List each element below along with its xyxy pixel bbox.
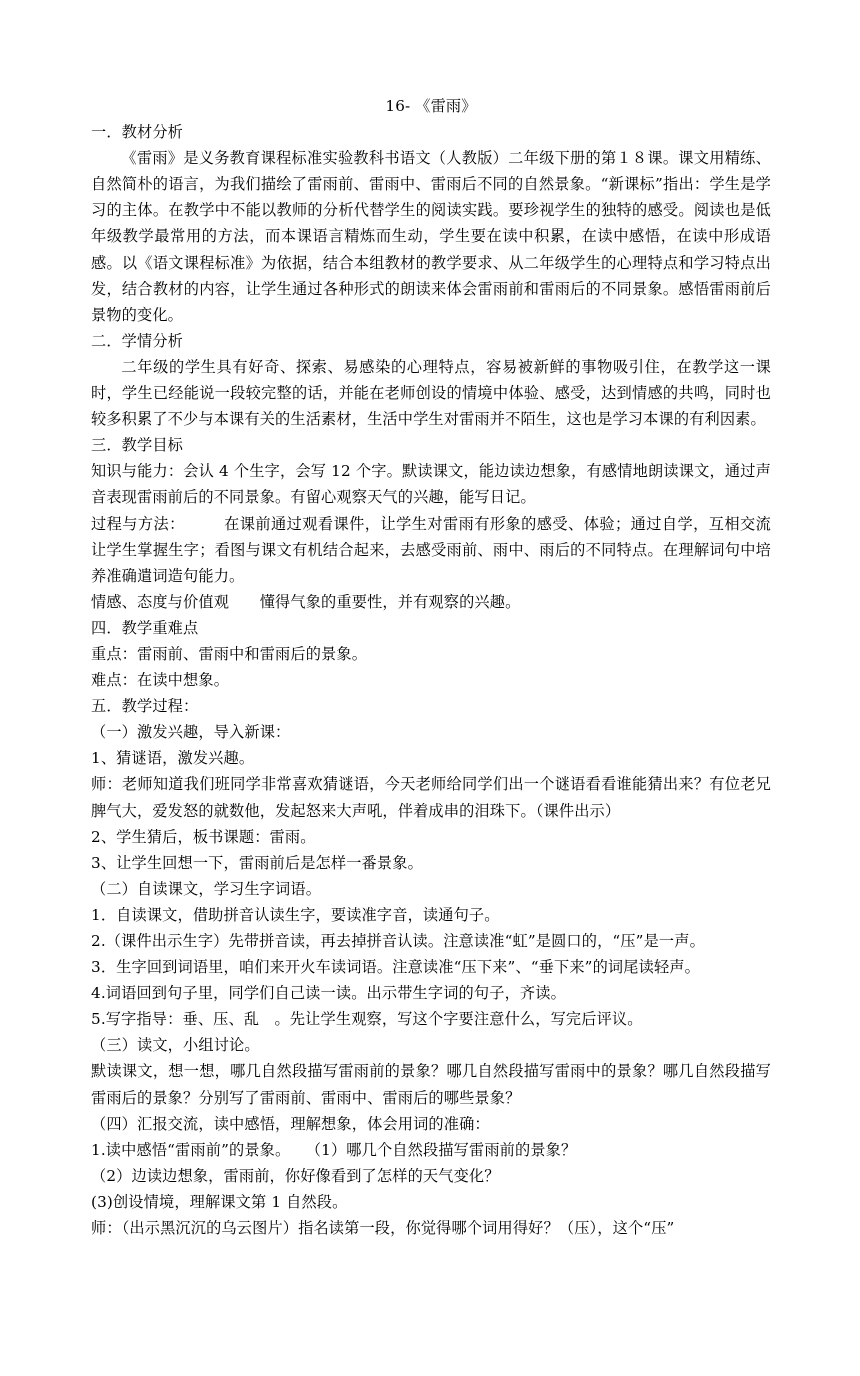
goal-process-method: 过程与方法： 在课前通过观看课件，让学生对雷雨有形象的感受、体验；通过自学，互相交流让学生掌握生字；看图与课文有机结合起来，去感受雨前、雨中、雨后的不同特点。在理解词句中培养准确遣词造句能力。 bbox=[91, 514, 771, 585]
process-step: 4.词语回到句子里，同学们自己读一读。出示带生字词的句子，齐读。 bbox=[91, 984, 566, 1003]
process-step: 3、让学生回想一下，雷雨前后是怎样一番景象。 bbox=[91, 853, 423, 872]
goal-knowledge-ability: 知识与能力：会认 4 个生字，会写 12 个字。默读课文，能边读边想象，有感情地朗读课文，通过声音表现雷雨前后的不同景象。有留心观察天气的兴趣，能写日记。 bbox=[91, 462, 771, 507]
difficult-point: 难点：在读中想象。 bbox=[91, 671, 230, 690]
process-step: 2.（课件出示生字）先带拼音读，再去掉拼音认读。注意读准“虹”是圆口的，“压”是一声。 bbox=[91, 932, 705, 950]
document-title: 16- 《雷雨》 bbox=[385, 97, 477, 115]
process-step: 默读课文，想一想，哪几自然段描写雷雨前的景象？哪几自然段描写雷雨中的景象？哪几自然段描写雷雨后的景象？分别写了雷雨前、雷雨中、雷雨后的哪些景象？ bbox=[91, 1062, 771, 1107]
teacher-dialogue: 师：（出示黑沉沉的乌云图片）指名读第一段，你觉得哪个词用得好？（压），这个“压” bbox=[91, 1219, 675, 1238]
process-step: 5.写字指导：垂、压、乱 。先让学生观察，写这个字要注意什么，写完后评议。 bbox=[91, 1010, 643, 1029]
process-step: 1．自读课文，借助拼音认读生字，要读准字音，读通句子。 bbox=[91, 905, 500, 924]
section-heading-teaching-process: 五．教学过程： bbox=[91, 697, 199, 716]
paragraph-textbook-analysis: 《雷雨》是义务教育课程标准实验教科书语文（人教版）二年级下册的第１８课。课文用精练、自然简朴的语言，为我们描绘了雷雨前、雷雨中、雷雨后不同的自然景象。“新课标”指出：学生是学习的主体。在教学中不能以教师的分析代替学生的阅读实践。要珍视学生的独特的感受。阅读也是低年级教学最常用的方法，而本课语言精炼而生动，学生要在读中积累，在读中感悟，在读中形成语感。以《语文课程标准》为依据，结合本组教材的教学要求、从二年级学生的心理特点和学习特点出发，结合教材的内容，让学生通过各种形式的朗读来体会雷雨前和雷雨后的不同景象。感悟雷雨前后景物的变化。 bbox=[91, 149, 771, 324]
paragraph-student-analysis: 二年级的学生具有好奇、探索、易感染的心理特点，容易被新鲜的事物吸引住，在教学这一课时，学生已经能说一段较完整的话，并能在老师创设的情境中体验、感受，达到情感的共鸣，同时也较多积累了不少与本课有关的生活素材，生活中学生对雷雨并不陌生，这也是学习本课的有利因素。 bbox=[91, 357, 771, 429]
subsection-heading-4: （四）汇报交流，读中感悟，理解想象，体会用词的准确： bbox=[91, 1114, 490, 1133]
subsection-heading-2: （二）自读课文，学习生字词语。 bbox=[91, 879, 322, 898]
process-step: (3)创设情境，理解课文第 1 自然段。 bbox=[91, 1192, 348, 1211]
process-step: 1.读中感悟“雷雨前”的景象。 （1）哪几个自然段描写雷雨前的景象？ bbox=[91, 1140, 577, 1159]
goal-emotion-values: 情感、态度与价值观 懂得气象的重要性，并有观察的兴趣。 bbox=[91, 592, 521, 611]
subsection-heading-1: （一）激发兴趣，导入新课： bbox=[91, 723, 291, 742]
section-heading-textbook-analysis: 一．教材分析 bbox=[91, 123, 184, 142]
key-point: 重点：雷雨前、雷雨中和雷雨后的景象。 bbox=[91, 644, 368, 663]
section-heading-teaching-goals: 三．教学目标 bbox=[91, 436, 184, 455]
process-step: （2）边读边想象，雷雨前，你好像看到了怎样的天气变化？ bbox=[91, 1166, 500, 1185]
teacher-dialogue: 师：老师知道我们班同学非常喜欢猜谜语，今天老师给同学们出一个谜语看看谁能猜出来？有位老兄脾气大，爱发怒的就数他，发起怒来大声吼，伴着成串的泪珠下。（课件出示） bbox=[91, 775, 771, 820]
process-step: 2、学生猜后，板书课题：雷雨。 bbox=[91, 827, 316, 846]
section-heading-student-analysis: 二．学情分析 bbox=[91, 331, 184, 350]
process-step: 3．生字回到词语里，咱们来开火车读词语。注意读准“压下来”、“垂下来”的词尾读轻声。 bbox=[91, 958, 700, 977]
process-step: 1、猜谜语，激发兴趣。 bbox=[91, 749, 255, 768]
section-heading-key-difficult-points: 四．教学重难点 bbox=[91, 618, 199, 637]
document-body bbox=[91, 93, 771, 1241]
subsection-heading-3: （三）读文，小组讨论。 bbox=[91, 1036, 260, 1055]
